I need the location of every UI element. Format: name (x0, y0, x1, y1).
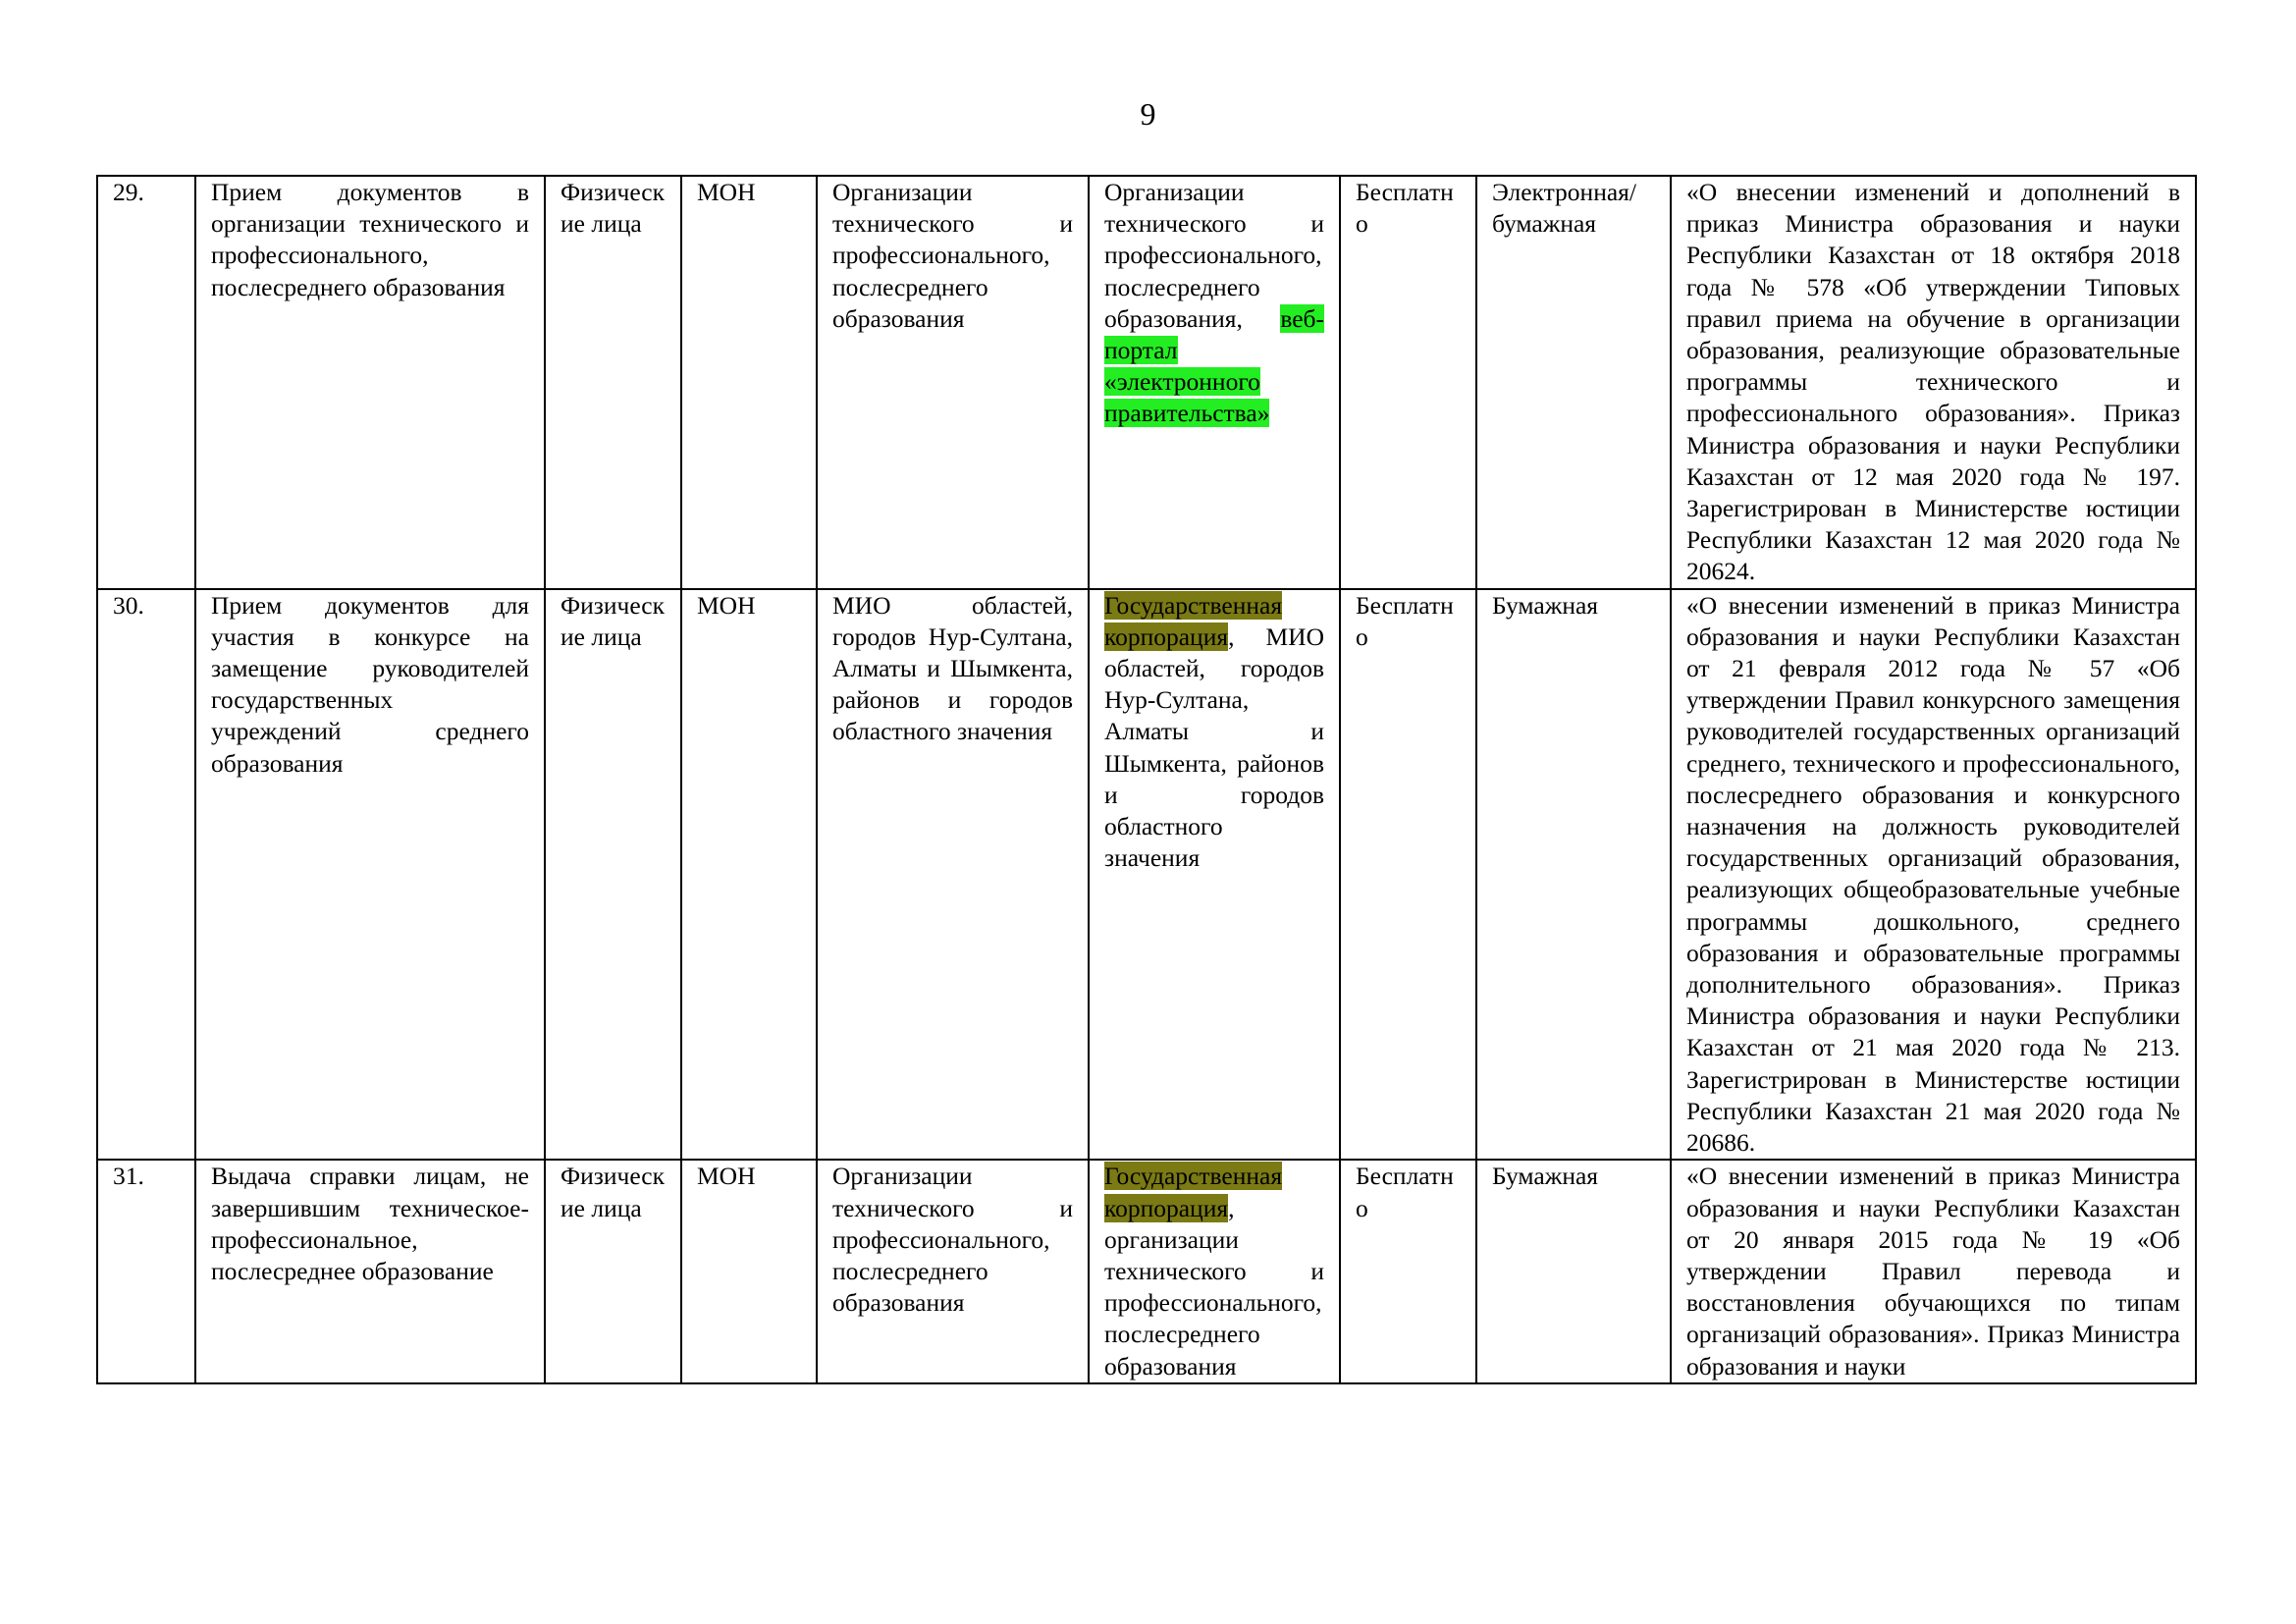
ministry-cell: МОН (681, 176, 817, 589)
access-cell (1089, 1160, 1340, 1382)
service-name: Выдача справки лицам, не завершившим техническое-профессиональное, послесреднее образование (195, 1160, 545, 1382)
access-text: Организации технического и профессионального, послесреднего образования, (1104, 178, 1324, 333)
legal-basis-cell: «О внесении изменений в приказ Министра образования и науки Республики Казахстан от 21 февраля 2012 года № 57 «Об утверждении Правил конкурсного замещения руководителей государственных организаций среднего, технического и профессионального, послесреднего образования и конкурсного назначения на должность руководителей государственных организаций образования, реализующих общеобразовательные учебные программы дошкольного, среднего образования и образовательные программы дополнительного образования». Приказ Министра образования и науки Республики Казахстан от 21 мая 2020 года № 213. Зарегистрирован в Министерстве юстиции Республики Казахстан 21 мая 2020 года № 20686. (1671, 589, 2196, 1161)
recipient-cell: Физические лица (545, 589, 681, 1161)
service-name: Прием документов в организации технического и профессионального, послесреднего образования (195, 176, 545, 589)
row-number: 29. (97, 176, 195, 589)
highlighted-text: веб-портал «электронного правительства» (1104, 303, 1324, 428)
access-cell (1089, 589, 1340, 1161)
ministry-cell: МОН (681, 1160, 817, 1382)
highlighted-text: Государственная корпорация (1104, 590, 1283, 651)
ministry-cell: МОН (681, 589, 817, 1161)
form-cell: Бумажная (1476, 1160, 1671, 1382)
legal-basis-cell: «О внесении изменений и дополнений в приказ Министра образования и науки Республики Казахстан от 18 октября 2018 года № 578 «Об утверждении Типовых правил приема на обучение в организации образования, реализующие образовательные программы технического и профессионального образования». Приказ Министра образования и науки Республики Казахстан от 12 мая 2020 года № 197. Зарегистрирован в Министерстве юстиции Республики Казахстан 12 мая 2020 года № 20624. (1671, 176, 2196, 589)
services-table (96, 175, 2197, 1384)
provider-cell: Организации технического и профессионального, послесреднего образования (817, 1160, 1089, 1382)
highlighted-text: Государственная корпорация (1104, 1162, 1283, 1222)
cost-cell: Бесплатно (1340, 1160, 1476, 1382)
row-number: 31. (97, 1160, 195, 1382)
recipient-cell: Физические лица (545, 1160, 681, 1382)
row-number: 30. (97, 589, 195, 1161)
provider-cell: МИО областей, городов Нур-Султана, Алматы и Шымкента, районов и городов областного значения (817, 589, 1089, 1161)
recipient-cell: Физические лица (545, 176, 681, 589)
service-name: Прием документов для участия в конкурсе на замещение руководителей государственных учреждений среднего образования (195, 589, 545, 1161)
table-row (97, 1160, 2196, 1382)
table-row (97, 589, 2196, 1161)
form-cell: Электронная/ бумажная (1476, 176, 1671, 589)
form-cell: Бумажная (1476, 589, 1671, 1161)
legal-basis-cell: «О внесении изменений в приказ Министра образования и науки Республики Казахстан от 20 января 2015 года № 19 «Об утверждении Правил перевода и восстановления обучающихся по типам организаций образования». Приказ Министра образования и науки (1671, 1160, 2196, 1382)
access-text: , организации технического и профессионального, послесреднего образования (1104, 1193, 1324, 1380)
access-cell (1089, 176, 1340, 589)
cost-cell: Бесплатно (1340, 176, 1476, 589)
access-text: , МИО областей, городов Нур-Султана, Алматы и Шымкента, районов и городов областного значения (1104, 622, 1324, 873)
page-number: 9 (1140, 96, 1156, 132)
cost-cell: Бесплатно (1340, 589, 1476, 1161)
table-row (97, 176, 2196, 589)
provider-cell: Организации технического и профессионального, послесреднего образования (817, 176, 1089, 589)
